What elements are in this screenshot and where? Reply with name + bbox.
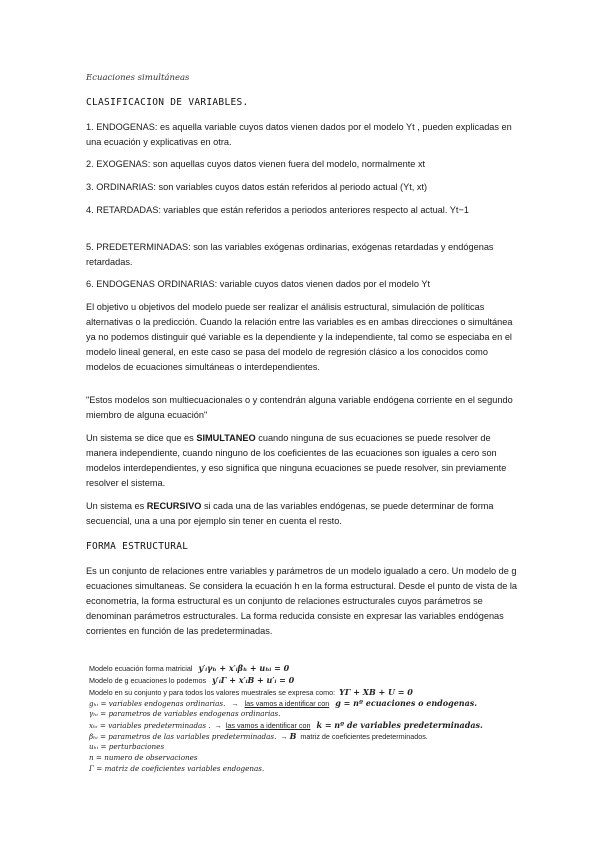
paragraph-forma-estructural: Es un conjunto de relaciones entre variables y parámetros de un modelo igualado a cero. Un modelo de g ecuaciones simultaneas. Se considera la ecuación h en la forma estructural. Desde el punto de vista de la econometria, la forma estructural es un conjunto de relaciones estructurales cuyos parámetros se denominan parámetros estructurales. La forma reducida consiste en expresar las variables endógenas corrientes en función de las predeterminadas. xyxy=(86,566,518,636)
formula-math: uₕᵢ = perturbaciones xyxy=(89,742,165,751)
formula-line xyxy=(89,675,294,686)
formula-line xyxy=(89,687,413,698)
paragraph-recursivo xyxy=(86,499,524,529)
formula-line xyxy=(89,742,164,752)
formula-label: Modelo ecuación forma matricial xyxy=(89,664,193,673)
arrow-icon: → xyxy=(280,732,288,741)
text-run: cuando ninguna de sus ecuaciones se puede resolver de manera independiente, cuando ninguno de los coeficientes de las ecuaciones son iguales a cero son modelos interdependientes, y eso significa que ninguna ecuaciones se puede resolver, sin previamente resolver el sistema. xyxy=(86,433,507,488)
section-heading-forma-estructural: FORMA ESTRUCTURAL xyxy=(86,541,189,552)
list-item: 3. ORDINARIAS: son variables cuyos datos están referidos al periodo actual (Yt, xt) xyxy=(86,182,428,192)
formula-math: k = nº de variables predeterminadas. xyxy=(316,720,483,730)
formula-line xyxy=(89,663,289,674)
formula-math: Γ = matriz de coeficientes variables endogenas. xyxy=(89,764,265,773)
arrow-icon: → xyxy=(231,699,239,708)
quote-paragraph: "Estos modelos son multiecuacionales o y contendrán alguna variable endógena corriente en el segundo miembro de alguna ecuación" xyxy=(86,395,513,420)
formula-line xyxy=(89,709,281,719)
list-item: 4. RETARDADAS: variables que están referidos a periodos anteriores respecto al actual. Yt−1 xyxy=(86,205,469,215)
formula-math: y′ᵢΓ + x′ᵢB + u′ᵢ = 0 xyxy=(212,675,295,685)
keyword-recursivo: RECURSIVO xyxy=(146,501,202,511)
keyword-simultaneo: SIMULTANEO xyxy=(196,433,256,443)
formula-line xyxy=(89,764,264,774)
formula-math: n = numero de observaciones xyxy=(89,753,198,762)
formula-link-text: las vamos a identificar con xyxy=(244,699,330,708)
paragraph-simultaneo xyxy=(86,431,524,491)
formula-math: γₕᵢ = parametros de variables endogenas ordinarias. xyxy=(89,709,281,718)
formula-line xyxy=(89,753,198,763)
formula-math: gₕᵢ = variables endogenas ordinarias. xyxy=(89,699,226,708)
section-heading-clasificacion: CLASIFICACION DE VARIABLES. xyxy=(86,97,249,108)
formula-math: g = nº ecuaciones o endogenas. xyxy=(335,698,478,708)
handwritten-title: Ecuaciones simultáneas xyxy=(86,73,190,83)
formula-math: xₕᵢ = variables predeterminadas . xyxy=(89,721,211,730)
formula-label: Modelo de g ecuaciones lo podemos xyxy=(89,676,207,685)
list-item: 1. ENDOGENAS: es aquella variable cuyos datos vienen dados por el modelo Yt , pueden explicadas en una ecuación y explicativas en otra. xyxy=(86,122,512,147)
formula-line xyxy=(89,720,483,731)
formula-math: y′ᵢγₕ + x′ᵢβₕ + uₕᵢ = 0 xyxy=(198,663,290,673)
list-item: 2. EXOGENAS: son aquellas cuyos datos vienen fuera del modelo, normalmente xt xyxy=(86,159,426,169)
formula-label: Modelo en su conjunto y para todos los valores muestrales se expresa como: xyxy=(89,688,336,697)
formula-math: YΓ + XB + U = 0 xyxy=(339,687,413,697)
paragraph-objetivo: El objetivo u objetivos del modelo puede ser realizar el análisis estructural, simulación de políticas alternativas o la predicción. Cuando la relación entre las variables es en ambas direcciones o simultánea ya no podemos distinguir qué variable es la dependiente y la independiente, tal como se especiaba en el modelo lineal general, en este caso se pasa del modelo de regresión clásico a los conocidos como modelos de ecuaciones simultáneas o interdependientes. xyxy=(86,302,513,372)
arrow-icon: → xyxy=(214,721,222,730)
text-run: Un sistema se dice que es xyxy=(86,433,197,443)
text-run: si cada una de las variables endógenas, se puede determinar de forma secuencial, una a una por ejemplo sin tener en cuenta el resto. xyxy=(86,501,494,526)
formula-math: βₕᵢ = parametros de las variables predeterminadas. xyxy=(89,732,277,741)
formula-line xyxy=(89,731,428,742)
list-item: 6. ENDOGENAS ORDINARIAS: variable cuyos datos vienen dados por el modelo Yt xyxy=(86,279,431,289)
formula-label: matriz de coeficientes predeterminados. xyxy=(300,732,428,741)
formula-math: B xyxy=(289,731,297,741)
formula-link-text: las vamos a identificar con xyxy=(225,721,311,730)
text-run: Un sistema es xyxy=(86,501,147,511)
list-item: 5. PREDETERMINADAS: son las variables exógenas ordinarias, exógenas retardadas y endógenas retardadas. xyxy=(86,242,494,267)
formula-line xyxy=(89,698,477,709)
